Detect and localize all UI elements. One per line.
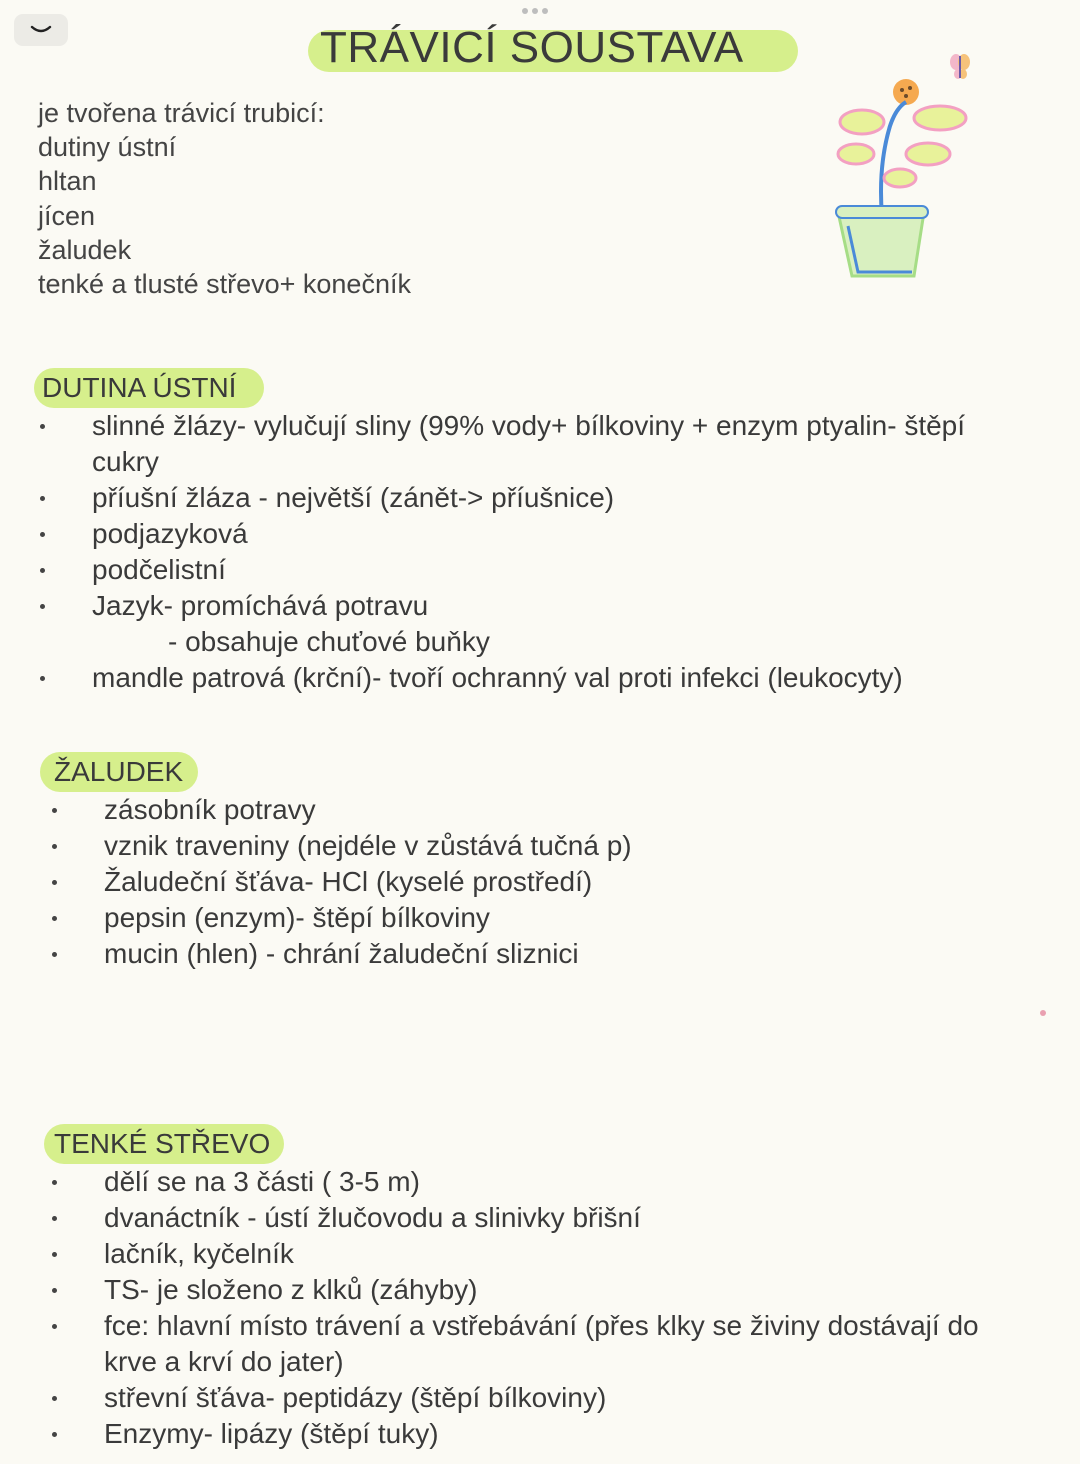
item-subline: - obsahuje chuťové buňky [168,626,490,657]
collapse-button[interactable] [14,14,68,46]
chevron-down-icon [29,24,53,36]
bullet-icon [50,1308,104,1380]
bullet-icon [38,660,92,696]
list-item [50,900,1050,936]
section-heading-block [50,752,1050,792]
intro-line: žaludek [38,234,132,265]
list-item [50,1236,1060,1272]
bullet-list [50,792,1050,972]
bullet-icon [50,1380,104,1416]
item-text: dvanáctník - ústí žlučovodu a slinivky břišní [104,1202,641,1233]
bullet-icon [50,900,104,936]
list-item [38,516,1048,552]
bullet-icon [50,1416,104,1452]
bullet-icon [50,1272,104,1308]
item-text: Žaludeční šťáva- HCl (kyselé prostředí) [104,866,593,897]
page-title: TRÁVICÍ SOUSTAVA [320,23,744,72]
item-text: mandle patrová (krční)- tvoří ochranný val proti infekci (leukocyty) [92,662,903,693]
bullet-icon [50,792,104,828]
section-tenke-strevo [50,1124,1060,1452]
list-item [50,1200,1060,1236]
dot [522,8,528,14]
list-item [50,828,1050,864]
bullet-icon [50,936,104,972]
item-text: dělí se na 3 části ( 3-5 m) [104,1166,420,1197]
item-text: Jazyk- promíchává potravu [92,590,429,621]
item-text: mucin (hlen) - chrání žaludeční sliznici [104,938,579,969]
item-text-continuation: krve a krví do jater) [104,1346,344,1377]
title-block [308,23,744,72]
list-item [50,1380,1060,1416]
item-text: slinné žlázy- vylučují sliny (99% vody+ bílkoviny + enzym ptyalin- štěpí [92,410,966,441]
item-text: střevní šťáva- peptidázy (štěpí bílkoviny) [104,1382,607,1413]
section-heading-block [38,368,1048,408]
item-text: pepsin (enzym)- štěpí bílkoviny [104,902,490,933]
more-options-handle[interactable] [522,8,548,14]
list-item [50,864,1050,900]
intro-line: hltan [38,166,97,197]
intro-line: je tvořena trávicí trubicí: [38,98,325,128]
decorative-dot [1040,1010,1046,1016]
potted-plant-icon [830,46,980,286]
list-item [38,552,1048,588]
section-heading: ŽALUDEK [54,756,184,787]
item-text: vznik traveniny (nejdéle v zůstává tučná p) [104,830,632,861]
section-zaludek [50,752,1050,972]
bullet-icon [38,588,92,624]
item-text: zásobník potravy [104,794,316,825]
bullet-icon [38,408,92,480]
item-text: TS- je složeno z klků (záhyby) [104,1274,478,1305]
bullet-icon [50,828,104,864]
item-text: Enzymy- lipázy (štěpí tuky) [104,1418,439,1449]
intro-line: jícen [38,200,96,231]
dot [542,8,548,14]
list-item [50,792,1050,828]
bullet-icon [50,1200,104,1236]
dot [532,8,538,14]
item-text: příušní žláza - největší (zánět-> příušnice) [92,482,615,513]
list-item [50,1416,1060,1452]
intro-line: dutiny ústní [38,132,177,163]
list-item [38,588,1048,624]
intro-line: tenké a tlusté střevo+ konečník [38,269,411,300]
section-heading: DUTINA ÚSTNÍ [42,372,237,403]
bullet-icon [50,864,104,900]
bullet-icon [50,1236,104,1272]
item-text: lačník, kyčelník [104,1238,294,1269]
intro-list [38,96,411,301]
list-item [38,480,1048,516]
butterfly-icon [950,54,970,79]
bullet-list [50,1164,1060,1452]
section-dutina-ustni [38,368,1048,696]
item-text: fce: hlavní místo trávení a vstřebávání (přes klky se živiny dostávají do [104,1310,979,1341]
list-item [38,408,1048,480]
list-item [50,1272,1060,1308]
list-item [50,936,1050,972]
item-text-continuation: cukry [92,446,159,477]
list-item [50,1308,1060,1380]
bullet-icon [38,480,92,516]
item-text: podčelistní [92,554,226,585]
list-item [38,660,1048,696]
list-item [50,1164,1060,1200]
bullet-icon [38,552,92,588]
item-text: podjazyková [92,518,248,549]
bullet-list [38,408,1048,696]
bullet-icon [38,516,92,552]
section-heading-block [50,1124,1060,1164]
section-heading: TENKÉ STŘEVO [54,1128,271,1159]
bullet-icon [50,1164,104,1200]
